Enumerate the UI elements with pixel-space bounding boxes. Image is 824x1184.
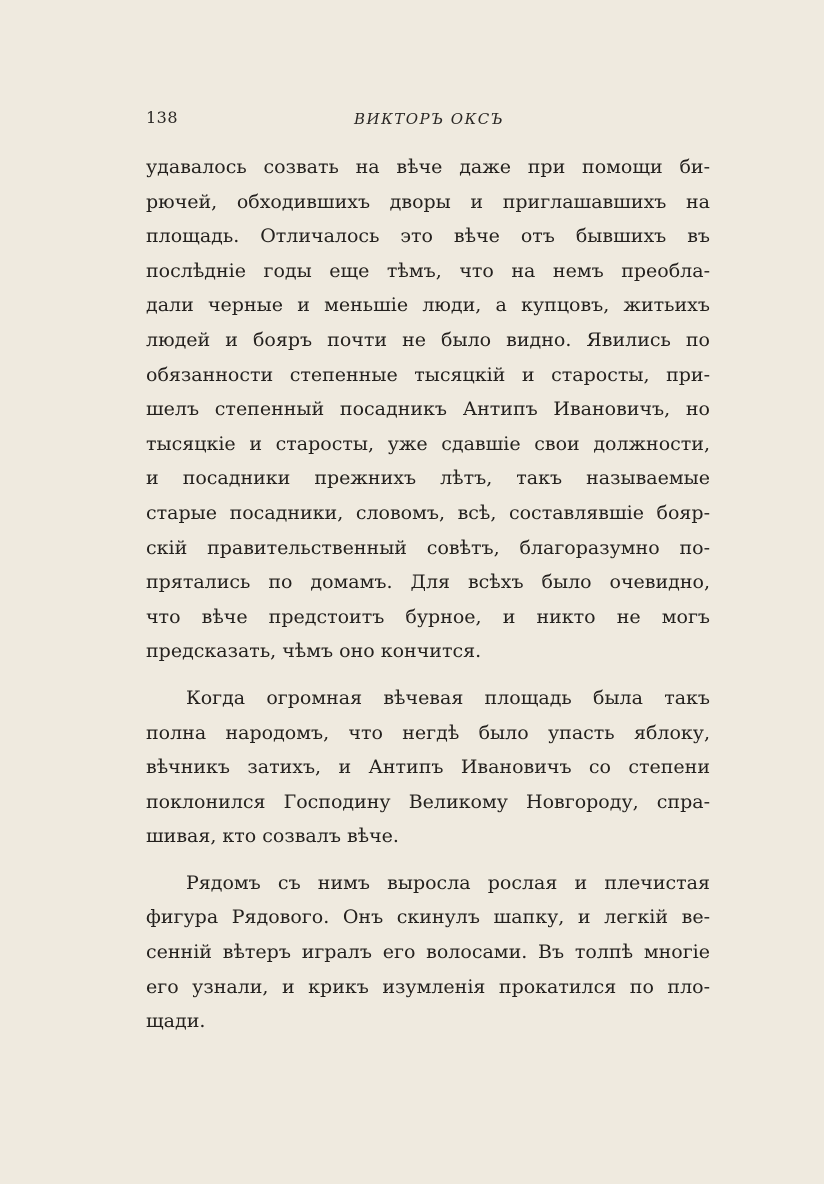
text-line: скій правительственный совѣтъ, благоразумно по- xyxy=(146,536,710,559)
text-line: поклонился Господину Великому Новгороду, спра- xyxy=(146,790,710,813)
text-line: шивая, кто созвалъ вѣче. xyxy=(146,825,399,848)
text-line: и посадники прежнихъ лѣтъ, такъ называемые xyxy=(146,467,710,490)
body-text xyxy=(146,150,710,1051)
text-line: рючей, обходившихъ дворы и приглашавшихъ на xyxy=(146,190,710,213)
text-line: фигура Рядового. Онъ скинулъ шапку, и легкій ве- xyxy=(146,906,710,929)
running-title: ВИКТОРЪ ОКСЪ xyxy=(354,110,505,128)
text-line: удавалось созвать на вѣче даже при помощи би- xyxy=(146,156,710,178)
page-header xyxy=(146,108,710,132)
text-line: что вѣче предстоитъ бурное, и никто не могъ xyxy=(146,605,710,628)
text-line: вѣчникъ затихъ, и Антипъ Ивановичъ со степени xyxy=(146,756,710,779)
text-line: шелъ степенный посадникъ Антипъ Ивановичъ, но xyxy=(146,398,710,421)
text-line: щади. xyxy=(146,1010,206,1033)
text-line: тысяцкіе и старосты, уже сдавшіе свои должности, xyxy=(146,432,710,455)
page-number: 138 xyxy=(146,108,179,127)
text-line: предсказать, чѣмъ оно кончится. xyxy=(146,640,482,663)
text-line: его узнали, и крикъ изумленія прокатился по пло- xyxy=(146,975,710,998)
text-line: полна народомъ, что негдѣ было упасть яблоку, xyxy=(146,721,710,744)
text-line: площадь. Отличалось это вѣче отъ бывшихъ въ xyxy=(146,225,710,248)
paragraph-3 xyxy=(146,866,710,1039)
text-line: Когда огромная вѣчевая площадь была такъ xyxy=(186,686,710,709)
paragraph-1 xyxy=(146,150,710,669)
text-line: прятались по домамъ. Для всѣхъ было очевидно, xyxy=(146,571,710,594)
text-line: дали черные и меньшіе люди, а купцовъ, житьихъ xyxy=(146,294,710,317)
text-line: обязанности степенные тысяцкій и старосты, при- xyxy=(146,363,710,386)
text-line: послѣдніе годы еще тѣмъ, что на немъ преобла- xyxy=(146,259,710,282)
paragraph-2 xyxy=(146,681,710,854)
text-line: Рядомъ съ нимъ выросла рослая и плечистая xyxy=(186,871,710,894)
text-line: людей и бояръ почти не было видно. Явились по xyxy=(146,328,710,351)
text-line: старые посадники, словомъ, всѣ, составлявшіе бояр- xyxy=(146,501,710,524)
text-line: сенній вѣтеръ игралъ его волосами. Въ толпѣ многіе xyxy=(146,941,710,964)
